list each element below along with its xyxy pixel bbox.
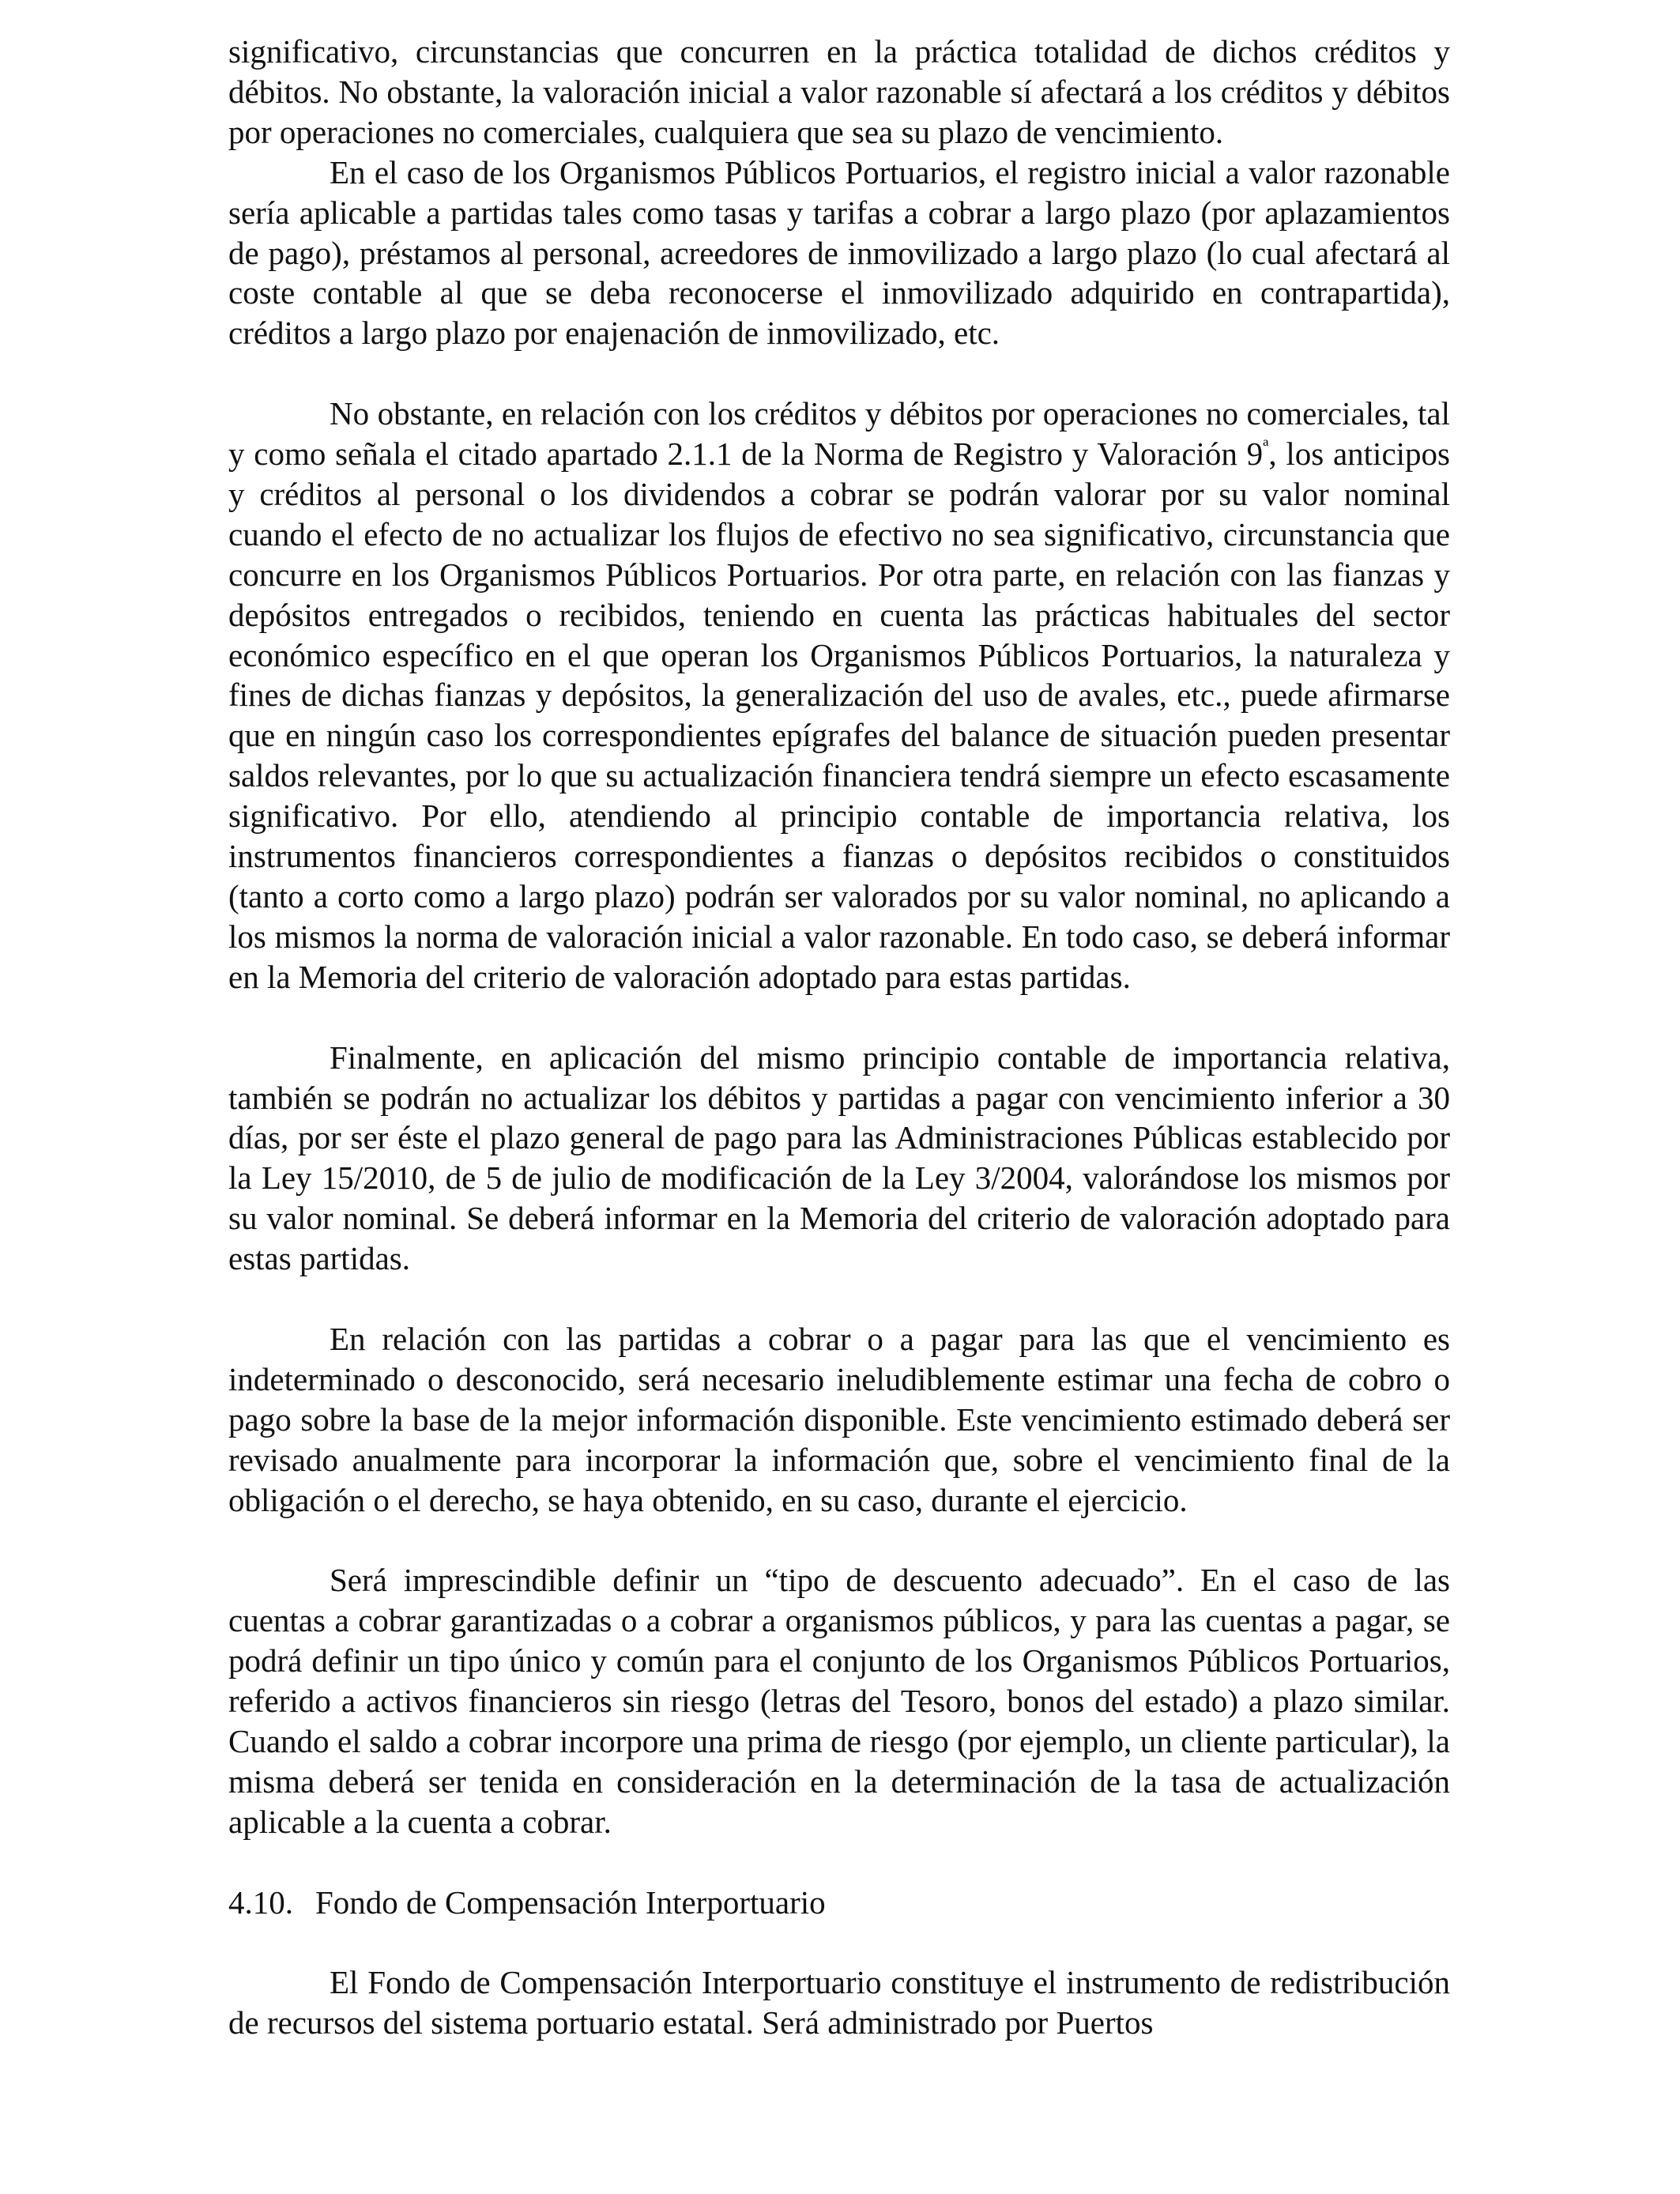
- section-number: 4.10.: [228, 1883, 293, 1921]
- paragraph-text-after-sup: , los anticipos y créditos al personal o los dividendos a cobrar se podrán valorar por su valor nominal cuando el efecto de no actualizar los flujos de efectivo no sea significativo, circunstancia que concurre en los Organismos Públicos Portuarios. Por otra parte, en relación con las fianzas y depósitos entregados o recibidos, teniendo en cuenta las prácticas habituales del sector económico específico en el que operan los Organismos Públicos Portuarios, la naturaleza y fines de dichas fianzas y depósitos, la generalización del uso de avales, etc., puede afirmarse que en ningún caso los correspondientes epígrafes del balance de situación pueden presentar saldos relevantes, por lo que su actualización financiera tendrá siempre un efecto escasamente significativo. Por ello, atendiendo al principio contable de importancia relativa, los instrumentos financieros correspondientes a fianzas o depósitos recibidos o constituidos (tanto a corto como a largo plazo) podrán ser valorados por su valor nominal, no aplicando a los mismos la norma de valoración inicial a valor razonable. En todo caso, se deberá informar en la Memoria del criterio de valoración adoptado para estas partidas.: [228, 435, 1450, 995]
- paragraph-importancia-relativa: Finalmente, en aplicación del mismo principio contable de importancia relativa, también se podrán no actualizar los débitos y partidas a pagar con vencimiento inferior a 30 días, por ser éste el plazo general de pago para las Administraciones Públicas establecido por la Ley 15/2010, de 5 de julio de modificación de la Ley 3/2004, valorándose los mismos por su valor nominal. Se deberá informar en la Memoria del criterio de valoración adoptado para estas partidas.: [228, 1039, 1450, 1277]
- section-title: Fondo de Compensación Interportuario: [315, 1883, 826, 1921]
- paragraph-fondo-compensacion: El Fondo de Compensación Interportuario constituye el instrumento de redistribución de recursos del sistema portuario estatal. Será administrado por Puertos: [228, 1964, 1450, 2041]
- ordinal-superscript: ª: [1263, 435, 1269, 459]
- paragraph-continuation: significativo, circunstancias que concurren en la práctica totalidad de dichos créditos y débitos. No obstante, la valoración inicial a valor razonable sí afectará a los créditos y débitos por operaciones no comerciales, cualquiera que sea su plazo de vencimiento.: [228, 33, 1450, 150]
- paragraph-text-before-sup: No obstante, en relación con los créditos y débitos por operaciones no comerciales, tal y como señala el citado apartado 2.1.1 de la Norma de Registro y Valoración 9: [228, 395, 1450, 473]
- paragraph-organismos-registro-inicial: En el caso de los Organismos Públicos Portuarios, el registro inicial a valor razonable sería aplicable a partidas tales como tasas y tarifas a cobrar a largo plazo (por aplazamientos de pago), préstamos al personal, acreedores de inmovilizado a largo plazo (lo cual afectará al coste contable al que se deba reconocerse el inmovilizado adquirido en contrapartida), créditos a largo plazo por enajenación de inmovilizado, etc.: [228, 153, 1450, 352]
- paragraph-creditos-debitos-no-comerciales: [228, 394, 1450, 997]
- section-heading: [228, 1883, 1450, 1923]
- paragraph-vencimiento-indeterminado: En relación con las partidas a cobrar o a pagar para las que el vencimiento es indeterminado o desconocido, será necesario ineludiblemente estimar una fecha de cobro o pago sobre la base de la mejor información disponible. Este vencimiento estimado deberá ser revisado anualmente para incorporar la información que, sobre el vencimiento final de la obligación o el derecho, se haya obtenido, en su caso, durante el ejercicio.: [228, 1320, 1450, 1518]
- paragraph-tipo-descuento: Será imprescindible definir un “tipo de descuento adecuado”. En el caso de las cuentas a cobrar garantizadas o a cobrar a organismos públicos, y para las cuentas a pagar, se podrá definir un tipo único y común para el conjunto de los Organismos Públicos Portuarios, referido a activos financieros sin riesgo (letras del Tesoro, bonos del estado) a plazo similar. Cuando el saldo a cobrar incorpore una prima de riesgo (por ejemplo, un cliente particular), la misma deberá ser tenida en consideración en la determinación de la tasa de actualización aplicable a la cuenta a cobrar.: [228, 1562, 1450, 1840]
- document-body: [228, 32, 1450, 2043]
